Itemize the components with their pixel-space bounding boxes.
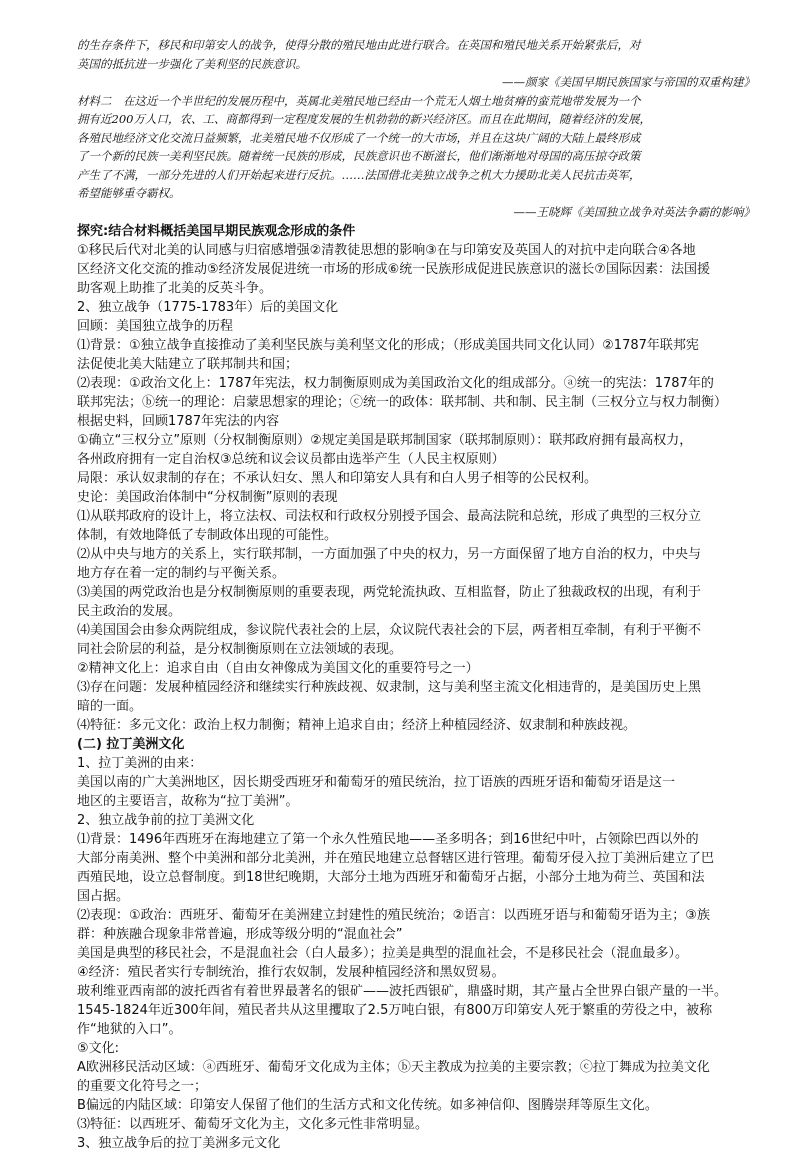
material-line: 产生了不满，一部分先进的人们开始起来进行反抗。……法国借北美独立战争之机大力援助北美人民抗击英军，: [77, 167, 641, 182]
text-line: 3、独立战争后的拉丁美洲多元文化: [77, 1136, 281, 1151]
text-line: 根据史料，回顾1787年宪法的内容: [77, 414, 280, 429]
text-line: ⑷美国国会由参众两院组成，参议院代表社会的上层，众议院代表社会的下层，两者相互牵制，有利于平衡不: [77, 623, 702, 638]
text-line: ⑶美国的两党政治也是分权制衡原则的重要表现，两党轮流执政、互相监督，防止了独裁政权的出现，有利于: [77, 585, 702, 600]
material-line: 各殖民地经济文化交流日益频繁，北美殖民地不仅形成了一个统一的大市场，并且在这块广阔的大陆上最终形成: [77, 130, 641, 145]
text-line: ⑵表现：①政治：西班牙、葡萄牙在美洲建立封建性的殖民统治；②语言：以西班牙语与和葡萄牙语为主；③族: [77, 908, 710, 923]
text-line: 美国是典型的移民社会，不是混血社会（白人最多）；拉美是典型的混血社会，不是移民社会（混血最多）。: [77, 946, 689, 961]
text-line: ⑤文化:: [77, 1041, 120, 1056]
text-line: 地方存在着一定的制约与平衡关系。: [77, 566, 286, 581]
text-line: 联邦宪法；ⓑ统一的理论：启蒙思想家的理论；ⓒ统一的政体：联邦制、共和制、民主制（三权分立与权力制衡）: [77, 395, 728, 410]
text-line: 回顾：美国独立战争的历程: [77, 319, 234, 334]
text-line: ④经济：殖民者实行专制统治，推行农奴制，发展种植园经济和黑奴贸易。: [77, 965, 505, 980]
material-source: ——颜家《美国早期民族国家与帝国的双重构建》: [502, 75, 755, 89]
text-line: 1、拉丁美洲的由来：: [77, 756, 203, 771]
document-page: [77, 36, 755, 1153]
text-line: 暗的一面。: [77, 699, 143, 714]
text-line: ⑴背景：①独立战争直接推动了美利坚民族与美利坚文化的形成；（形成美国共同文化认同）②1787年联邦宪: [77, 338, 699, 353]
explore-answer: ①移民后代对北美的认同感与归宿感增强②清教徒思想的影响③在与印第安及英国人的对抗中走向联合④各地: [77, 243, 696, 258]
text-line: 体制，有效地降低了专制政体出现的可能性。: [77, 528, 338, 543]
text-line: ⑶特征：以西班牙、葡萄牙文化为主，文化多元性非常明显。: [77, 1117, 429, 1132]
text-line: ⑷特征：多元文化：政治上权力制衡；精神上追求自由；经济上种植园经济、奴隶制和种族歧视。: [77, 718, 637, 733]
text-line: 美国以南的广大美洲地区，因长期受西班牙和葡萄牙的殖民统治，拉丁语族的西班牙语和葡萄牙语是这一: [77, 775, 676, 790]
material-line: 希望能够重夺霸权。: [77, 186, 181, 200]
text-line: ⑶存在问题：发展种植园经济和继续实行种族歧视、奴隶制，这与美利坚主流文化相违背的，是美国历史上黑: [77, 680, 702, 695]
text-line: 民主政治的发展。: [77, 604, 182, 619]
text-line: ⑴从联邦政府的设计上，将立法权、司法权和行政权分别授予国会、最高法院和总统，形成了典型的三权分立: [77, 509, 702, 524]
text-line: ⑴背景：1496年西班牙在海地建立了第一个永久性殖民地——圣多明各；到16世纪中叶，占领除巴西以外的: [77, 832, 699, 847]
material-line: 了一个新的民族一美利坚民族。随着统一民族的形成，民族意识也不断滋长，他们渐渐地对母国的高压掠夺政策: [77, 149, 641, 163]
text-line: 国占据。: [77, 889, 130, 904]
text-line: 地区的主要语言，故称为“拉丁美洲”。: [77, 794, 299, 809]
explore-answer: 助客观上助推了北美的反英斗争。: [77, 281, 273, 296]
text-line: 作“地狱的入口”。: [77, 1022, 182, 1037]
text-line: 群：种族融合现象非常普遍，形成等级分明的“混血社会”: [77, 927, 403, 942]
material-line: 材料二 在这近一个半世纪的发展历程中，英属北美殖民地已经由一个荒无人烟土地贫瘠的蛮荒地带发展为一个: [77, 93, 641, 108]
text-line: 同社会阶层的利益，是分权制衡原则在立法领域的表现。: [77, 642, 403, 657]
material-line: 的生存条件下，移民和印第安人的战争，使得分散的殖民地由此进行联合。在英国和殖民地关系开始紧张后，对: [77, 38, 641, 52]
material-line: 英国的抵抗进一步强化了美利坚的民族意识。: [77, 56, 307, 71]
text-line: ⑵表现：①政治文化上：1787年宪法，权力制衡原则成为美国政治文化的组成部分。ⓐ统一的宪法：1787年的: [77, 376, 714, 391]
text-line: 玻利维亚西南部的波托西省有着世界最著名的银矿——波托西银矿，鼎盛时期，其产量占全世界白银产量的一半。: [77, 984, 728, 999]
text-line: 各州政府拥有一定自治权③总统和议会议员都由选举产生（人民主权原则）: [77, 452, 505, 467]
text-line: ②精神文化上：追求自由（自由女神像成为美国文化的重要符号之一）: [77, 661, 479, 676]
material-source: ——王晓辉《美国独立战争对英法争霸的影响》: [513, 204, 755, 219]
explore-answer: 区经济文化交流的推动⑤经济发展促进统一市场的形成⑥统一民族形成促进民族意识的滋长⑦国际因素：法国援: [77, 262, 710, 277]
text-line: ①确立“三权分立”原则（分权制衡原则）②规定美国是联邦制国家（联邦制原则）：联邦政府拥有最高权力，: [77, 433, 693, 448]
text-line: 局限：承认奴隶制的存在；不承认妇女、黑人和印第安人具有和白人男子相等的公民权利。: [77, 471, 598, 486]
explore-heading: 探究:结合材料概括美国早期民族观念形成的条件: [77, 224, 356, 239]
text-line: A欧洲移民活动区域：ⓐ西班牙、葡萄牙文化成为主体；ⓑ天主教成为拉美的主要宗教；ⓒ拉丁舞成为拉美文化: [77, 1060, 710, 1075]
material-line: 拥有近200万人口，农、工、商都得到一定程度发展的生机勃勃的新兴经济区。而且在此期间，随着经济的发展，: [77, 112, 651, 126]
section-heading: (二) 拉丁美洲文化: [77, 737, 185, 752]
text-line: 史论：美国政治体制中“分权制衡”原则的表现: [77, 490, 338, 505]
text-line: 西殖民地，设立总督制度。到18世纪晚期，大部分土地为西班牙和葡萄牙占据，小部分土地为荷兰、英国和法: [77, 870, 705, 885]
section-heading: 2、独立战争（1775-1783年）后的美国文化: [77, 300, 339, 315]
text-line: 大部分南美洲、整个中美洲和部分北美洲，并在殖民地建立总督辖区进行管理。葡萄牙侵入拉丁美洲后建立了巴: [77, 851, 715, 866]
text-line: 的重要文化符号之一；: [77, 1079, 208, 1094]
text-line: ⑵从中央与地方的关系上，实行联邦制，一方面加强了中央的权力，另一方面保留了地方自治的权力，中央与: [77, 547, 702, 562]
text-line: 法促使北美大陆建立了联邦制共和国；: [77, 357, 299, 372]
text-line: 2、独立战争前的拉丁美洲文化: [77, 813, 255, 828]
text-line: B偏远的内陆区域：印第安人保留了他们的生活方式和文化传统。如多神信仰、图腾崇拜等原生文化。: [77, 1098, 658, 1113]
text-line: 1545-1824年近300年间，殖民者共从这里攫取了2.5万吨白银，有800万印第安人死于繁重的劳役之中，被称: [77, 1003, 713, 1018]
